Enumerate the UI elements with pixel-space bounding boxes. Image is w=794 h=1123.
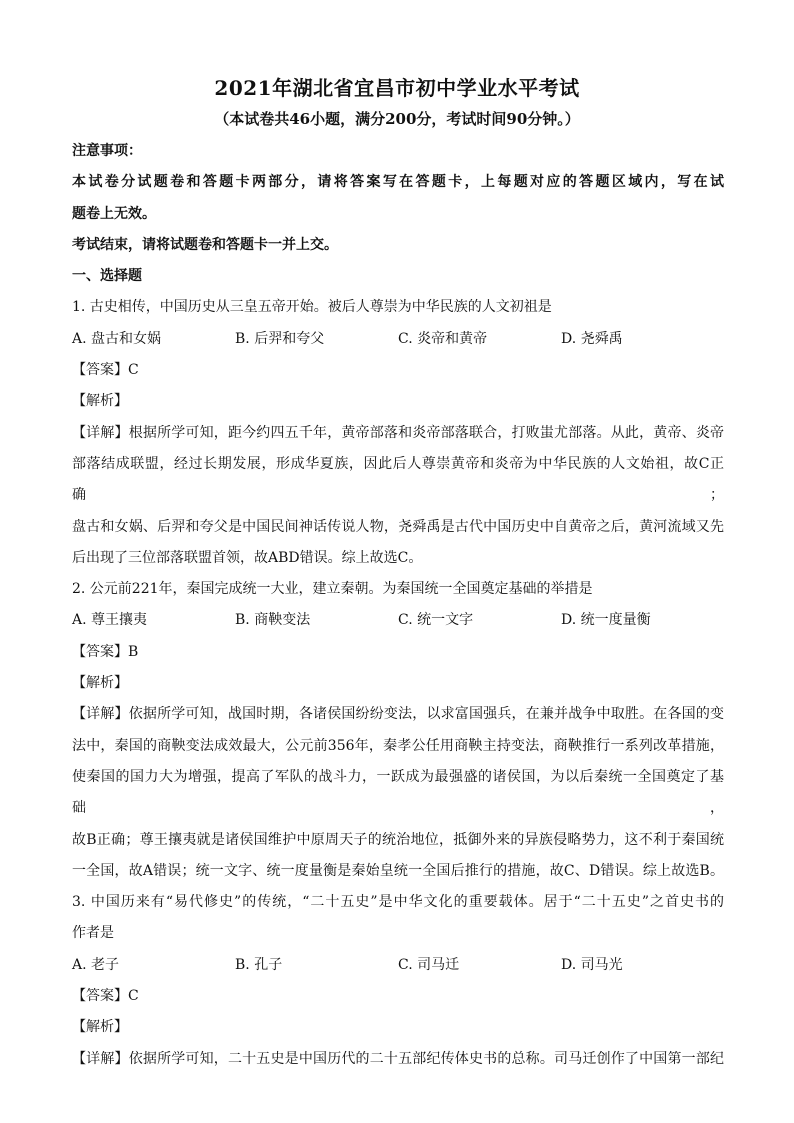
exam-content — [72, 136, 724, 1075]
question-1 — [72, 292, 724, 574]
notice-line-1b: 题卷上无效。 — [72, 205, 156, 222]
analysis-label: 【解析】 — [72, 393, 128, 410]
question-options — [72, 324, 724, 355]
question-stem: 2. 公元前221年，秦国完成统一大业，建立秦朝。为秦国统一全国奠定基础的举措是 — [72, 581, 593, 598]
analysis-label: 【解析】 — [72, 675, 128, 692]
option-b: B. 商鞅变法 — [235, 612, 311, 629]
notice-heading: 注意事项： — [72, 143, 142, 159]
question-3 — [72, 887, 724, 1075]
option-d: D. 尧舜禹 — [561, 330, 623, 347]
answer-line: 【答案】C — [72, 362, 139, 379]
detail-line: 一全国，故A错误；统一文字、统一度量衡是秦始皇统一全国后推行的措施，故C、D错误。综上故选B。 — [72, 862, 724, 879]
detail-line: 故B正确；尊王攘夷就是诸侯国维护中原周天子的统治地位，抵御外来的异族侵略势力，这不利于秦国统 — [72, 831, 724, 848]
question-stem: 3. 中国历来有“易代修史”的传统，“二十五史”是中华文化的重要载体。居于“二十五史”之首史书的 — [72, 894, 724, 911]
detail-line: 使秦国的国力大为增强，提高了军队的战斗力，一跃成为最强盛的诸侯国，为以后秦统一全国奠定了基础， — [72, 768, 724, 817]
option-b: B. 孔子 — [235, 956, 283, 973]
option-c: C. 司马迁 — [398, 956, 460, 973]
exam-title: 2021年湖北省宜昌市初中学业水平考试 — [214, 76, 580, 100]
analysis-label: 【解析】 — [72, 1019, 128, 1036]
section-heading: 一、选择题 — [72, 268, 142, 285]
option-d: D. 统一度量衡 — [561, 612, 651, 629]
exam-subtitle: （本试卷共46小题，满分200分，考试时间90分钟。） — [214, 110, 580, 128]
notice-line-1a: 本试卷分试题卷和答题卡两部分，请将答案写在答题卡，上每题对应的答题区域内，写在试 — [72, 174, 724, 191]
option-a: A. 老子 — [72, 956, 120, 973]
detail-line: 【详解】根据所学可知，距今约四五千年，黄帝部落和炎帝部落联合，打败蚩尤部落。从此，黄帝、炎帝 — [72, 424, 724, 441]
option-b: B. 后羿和夸父 — [235, 330, 325, 347]
option-c: C. 统一文字 — [398, 612, 474, 629]
option-a: A. 盘古和女娲 — [72, 330, 162, 347]
detail-line: 【详解】依据所学可知，战国时期，各诸侯国纷纷变法，以求富国强兵，在兼并战争中取胜。在各国的变 — [72, 706, 724, 723]
answer-line: 【答案】B — [72, 643, 139, 660]
option-c: C. 炎帝和黄帝 — [398, 330, 488, 347]
question-stem: 1. 古史相传，中国历史从三皇五帝开始。被后人尊崇为中华民族的人文初祖是 — [72, 299, 552, 316]
detail-line: 【详解】依据所学可知，二十五史是中国历代的二十五部纪传体史书的总称。司马迁创作了中国第一部纪 — [72, 1050, 724, 1067]
question-stem: 作者是 — [72, 925, 114, 942]
question-2 — [72, 574, 724, 887]
option-a: A. 尊王攘夷 — [72, 612, 148, 629]
notice-line-2: 考试结束，请将试题卷和答题卡一并上交。 — [72, 236, 338, 253]
detail-line: 盘古和女娲、后羿和夸父是中国民间神话传说人物，尧舜禹是古代中国历史中自黄帝之后，黄河流域又先 — [72, 518, 724, 535]
detail-line: 部落结成联盟，经过长期发展，形成华夏族，因此后人尊崇黄帝和炎帝为中华民族的人文始祖，故C正确； — [72, 455, 724, 504]
question-options — [72, 605, 724, 636]
question-options — [72, 950, 724, 981]
detail-line: 后出现了三位部落联盟首领，故ABD错误。综上故选C。 — [72, 549, 423, 566]
detail-line: 法中，秦国的商鞅变法成效最大，公元前356年，秦孝公任用商鞅主持变法，商鞅推行一系列改革措施， — [72, 737, 724, 754]
answer-line: 【答案】C — [72, 988, 139, 1005]
option-d: D. 司马光 — [561, 956, 623, 973]
